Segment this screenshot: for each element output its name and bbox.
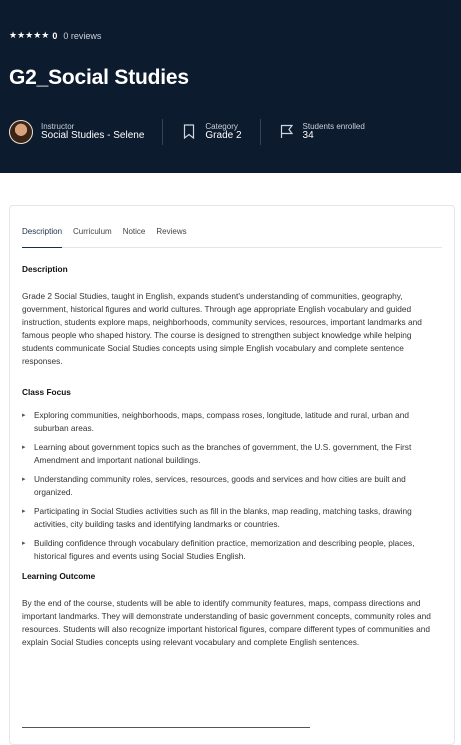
list-item: ▸ Building confidence through vocabulary definition practice, memorization and describing people, places, historical figures and events using Social Studies English. — [22, 537, 442, 563]
tab-curriculum[interactable]: Curriculum — [73, 227, 112, 236]
learning-outcome-text: By the end of the course, students will be able to identify community features, maps, compass directions and important landmarks. They will demonstrate understanding of basic government concepts, community roles and resources. Students will also recognize important historical figures, compare different types of communities and explain Social Studies concepts using relevant vocabulary and complete English sentences. — [22, 598, 431, 647]
description-text: Grade 2 Social Studies, taught in English, expands student's understanding of communities, geography, government, historical figures and world cultures. Through age appropriate English vocabulary and guided instruction, students explore maps, neighborhoods, community services, resources, important landmarks and famous people who shaped history. The course is designed to strengthen subject knowledge while helping students communicate Social Studies concepts using simple English vocabulary and complete sentence responses. — [22, 291, 422, 366]
tab-notice[interactable]: Notice — [122, 227, 146, 236]
category-info — [181, 123, 241, 142]
rating-value: 0 — [52, 30, 58, 41]
rating — [9, 30, 101, 41]
divider — [260, 119, 261, 145]
course-meta — [9, 117, 365, 147]
course-title: G2_Social Studies — [9, 66, 189, 89]
bookmark-icon — [181, 124, 197, 140]
class-focus-list — [22, 409, 442, 563]
list-item: ▸ Exploring communities, neighborhoods, maps, compass roses, longitude, latitude and rural, urban and suburban areas. — [22, 409, 442, 435]
instructor-name[interactable]: Social Studies - Selene — [41, 129, 145, 141]
list-item: ▸ Learning about government topics such as the branches of government, the U.S. government, the First Amendment and important national buildings. — [22, 441, 442, 467]
list-item: ▸ Understanding community roles, services, resources, goods and services and how cities are built and organized. — [22, 473, 442, 499]
tab-reviews[interactable]: Reviews — [156, 227, 187, 236]
avatar[interactable] — [9, 120, 33, 144]
instructor-label: Instructor — [41, 121, 75, 131]
review-count[interactable]: 0 reviews — [63, 30, 102, 41]
course-header — [0, 0, 461, 173]
class-focus-heading: Class Focus — [22, 387, 71, 397]
divider — [162, 119, 163, 145]
tab-description[interactable]: Description — [22, 226, 62, 248]
learning-outcome-heading: Learning Outcome — [22, 571, 96, 581]
students-count: 34 — [302, 129, 314, 141]
tab-bar — [22, 226, 442, 248]
category-value[interactable]: Grade 2 — [205, 129, 242, 141]
category-label: Category — [205, 121, 238, 131]
flag-icon — [279, 124, 295, 140]
students-label: Students enrolled — [302, 121, 365, 131]
rating-stars: ★★★★★ — [9, 30, 50, 40]
students-info — [279, 123, 365, 142]
tab-content — [22, 263, 442, 649]
description-heading: Description — [22, 264, 68, 274]
course-detail-card — [9, 205, 455, 745]
instructor-info[interactable] — [9, 120, 144, 144]
list-item: ▸ Participating in Social Studies activities such as fill in the blanks, map reading, matching tasks, drawing activities, city building tasks and identifying landmarks or countries. — [22, 505, 442, 531]
divider — [22, 727, 310, 728]
